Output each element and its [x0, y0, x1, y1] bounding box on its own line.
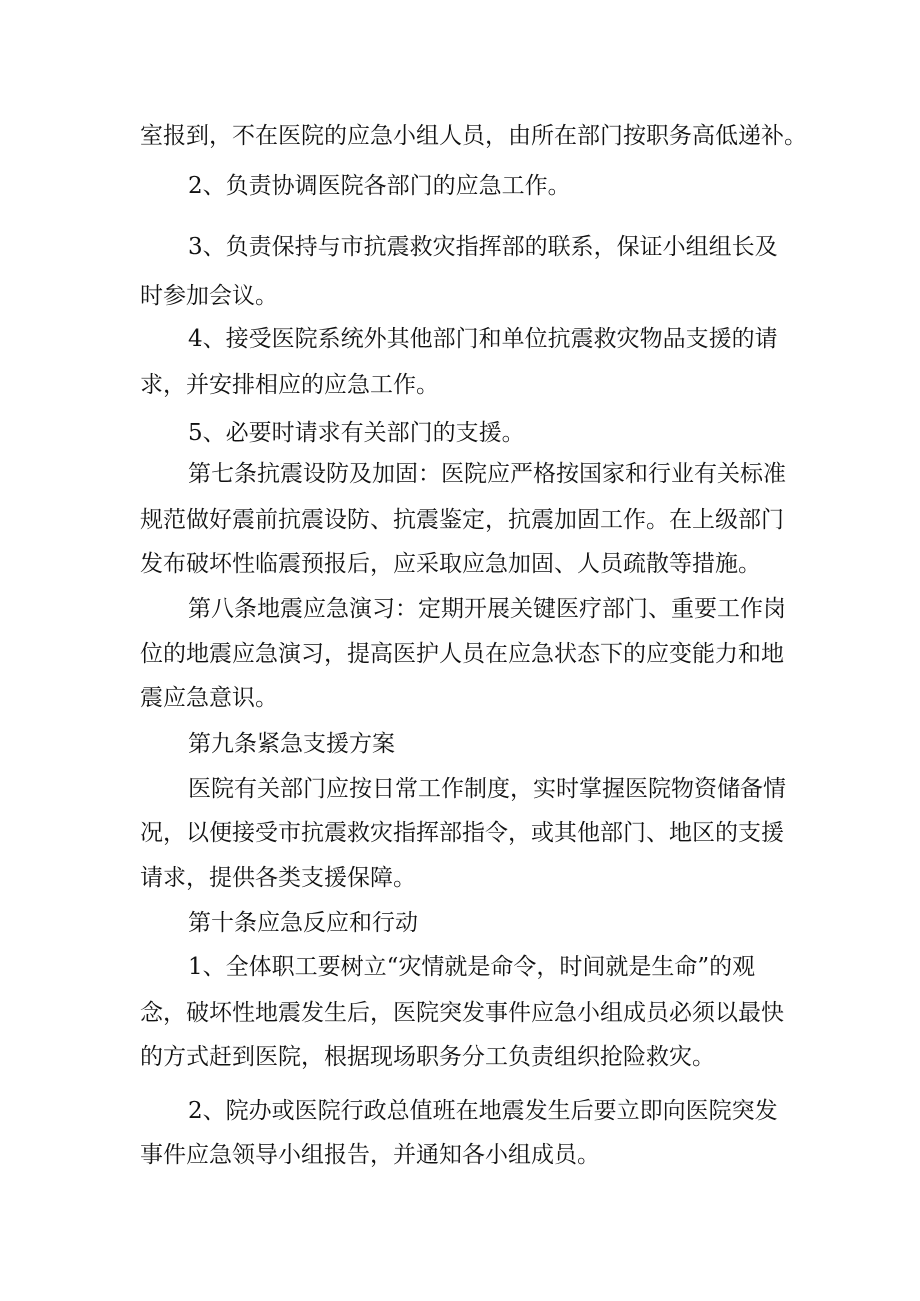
text-line: 第十条应急反应和行动 — [188, 910, 418, 936]
text-line: 求，并安排相应的应急工作。 — [140, 372, 439, 398]
text-line: 请求，提供各类支援保障。 — [140, 865, 416, 891]
text-line: 医院有关部门应按日常工作制度，实时掌握医院物资储备情 — [188, 776, 786, 802]
text-line: 1、全体职工要树立“灾情就是命令，时间就是生命”的观 — [188, 954, 756, 980]
text-line: 3、负责保持与市抗震救灾指挥部的联系，保证小组组长及 — [188, 234, 778, 260]
text-line: 发布破坏性临震预报后，应采取应急加固、人员疏散等措施。 — [140, 551, 761, 577]
text-line: 时参加会议。 — [140, 283, 278, 309]
text-line: 震应急意识。 — [140, 685, 278, 711]
text-line: 位的地震应急演习，提高医护人员在应急状态下的应变能力和地 — [140, 641, 784, 667]
text-line: 2、院办或医院行政总值班在地震发生后要立即向医院突发 — [188, 1098, 778, 1124]
text-line: 况，以便接受市抗震救灾指挥部指令，或其他部门、地区的支援 — [140, 820, 784, 846]
text-line: 4、接受医院系统外其他部门和单位抗震救灾物品支援的请 — [188, 326, 778, 352]
text-line: 室报到，不在医院的应急小组人员，由所在部门按职务高低递补。 — [140, 123, 807, 149]
text-line: 2、负责协调医院各部门的应急工作。 — [188, 173, 571, 199]
text-line: 第七条抗震设防及加固：医院应严格按国家和行业有关标准 — [188, 461, 786, 487]
text-line: 规范做好震前抗震设防、抗震鉴定，抗震加固工作。在上级部门 — [140, 507, 784, 533]
text-line: 的方式赶到医院，根据现场职务分工负责组织抢险救灾。 — [140, 1044, 715, 1070]
text-line: 5、必要时请求有关部门的支援。 — [188, 420, 525, 446]
text-line: 第九条紧急支援方案 — [188, 731, 395, 757]
text-line: 事件应急领导小组报告，并通知各小组成员。 — [140, 1142, 600, 1168]
text-line: 念，破坏性地震发生后，医院突发事件应急小组成员必须以最快 — [140, 1000, 784, 1026]
text-line: 第八条地震应急演习：定期开展关键医疗部门、重要工作岗 — [188, 596, 786, 622]
